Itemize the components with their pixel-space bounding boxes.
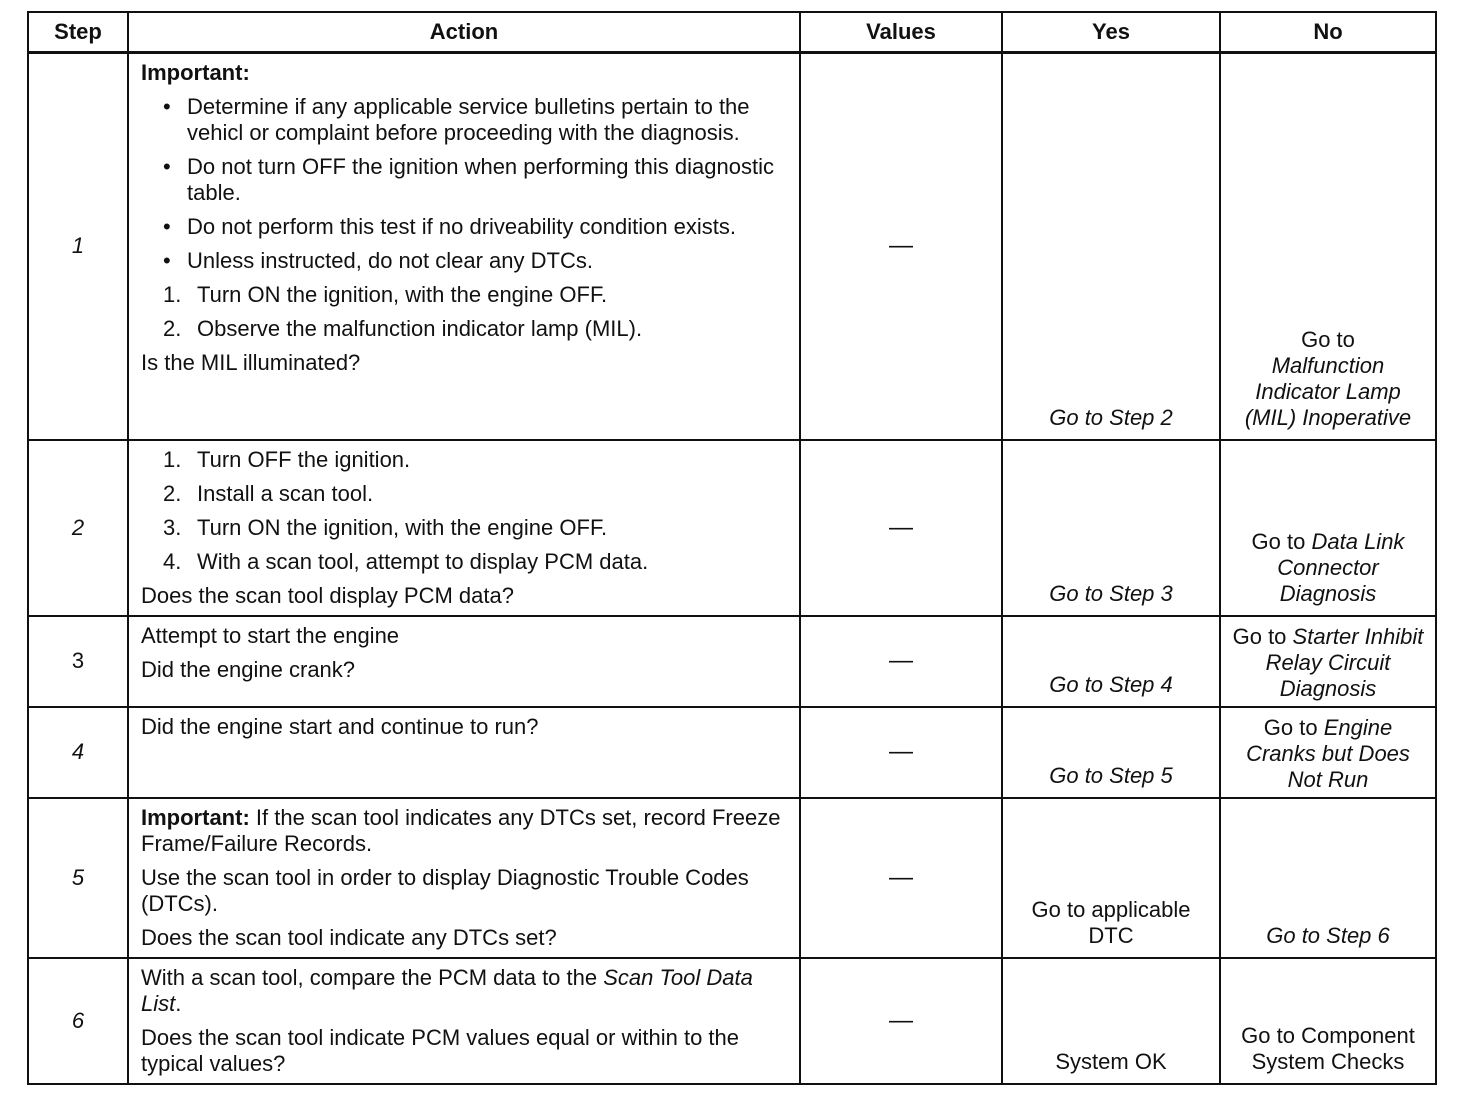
- bullet-icon: •: [163, 214, 171, 239]
- values-cell: —: [800, 440, 1002, 616]
- important-label: Important:: [141, 804, 250, 830]
- header-yes: Yes: [1002, 12, 1220, 53]
- values-cell: —: [800, 616, 1002, 707]
- item-text: With a scan tool, attempt to display PCM data.: [197, 548, 649, 574]
- item-number: 1.: [163, 282, 182, 307]
- no-prefix: Go to: [1263, 714, 1318, 740]
- no-link: Malfunction Indicator Lamp (MIL) Inoperative: [1244, 352, 1412, 430]
- action-text: [141, 965, 787, 1017]
- action-cell: [128, 958, 800, 1084]
- action-text-prefix: With a scan tool, compare the PCM data to the: [141, 964, 598, 990]
- important-note: [141, 805, 787, 857]
- bullet-item: [163, 94, 787, 146]
- item-number: 1.: [163, 446, 182, 472]
- table-row: [28, 707, 1436, 798]
- numbered-item: [163, 515, 787, 541]
- header-no: No: [1220, 12, 1436, 53]
- item-number: 3.: [163, 514, 182, 540]
- action-text: Use the scan tool in order to display Diagnostic Trouble Codes (DTCs).: [141, 864, 749, 916]
- numbered-item: [163, 316, 787, 342]
- bullet-icon: •: [163, 94, 171, 119]
- numbered-item: [163, 549, 787, 575]
- step-number: 4: [28, 707, 128, 798]
- bullet-icon: •: [163, 248, 171, 273]
- header-values: Values: [800, 12, 1002, 53]
- no-cell: [1220, 616, 1436, 707]
- numbered-item: [163, 447, 787, 473]
- action-cell: [128, 798, 800, 958]
- question-text: Does the scan tool indicate any DTCs set?: [141, 924, 557, 950]
- values-cell: —: [800, 958, 1002, 1084]
- action-text: Attempt to start the engine: [141, 622, 400, 648]
- diagnostic-table: [27, 11, 1437, 1085]
- table-row: [28, 616, 1436, 707]
- item-number: 4.: [163, 548, 182, 574]
- table-header: [28, 12, 1436, 53]
- item-number: 2.: [163, 480, 182, 506]
- question-text: Does the scan tool indicate PCM values equal or within to the typical values?: [141, 1024, 739, 1076]
- table-row: [28, 53, 1436, 440]
- step-number: 3: [28, 616, 128, 707]
- important-text: If the scan tool indicates any DTCs set, record Freeze Frame/Failure Records.: [141, 804, 781, 856]
- action-text-suffix: .: [175, 990, 182, 1016]
- header-step: Step: [28, 12, 128, 53]
- bullet-item: [163, 214, 787, 240]
- action-cell: [128, 440, 800, 616]
- action-cell: [128, 53, 800, 440]
- bullet-item: [163, 248, 787, 274]
- step-number: 6: [28, 958, 128, 1084]
- question-text: Does the scan tool display PCM data?: [141, 582, 514, 608]
- table-row: [28, 798, 1436, 958]
- no-link: Starter Inhibit Relay Circuit Diagnosis: [1265, 623, 1424, 701]
- bullet-item: [163, 154, 787, 206]
- yes-cell: Go to Step 4: [1002, 616, 1220, 707]
- bullet-text: Unless instructed, do not clear any DTCs.: [187, 248, 593, 273]
- question-text: Did the engine crank?: [141, 656, 356, 682]
- bullet-text: Do not perform this test if no driveability condition exists.: [187, 214, 737, 239]
- no-cell: Go to Component System Checks: [1220, 958, 1436, 1084]
- item-text: Install a scan tool.: [197, 480, 374, 506]
- item-text: Turn ON the ignition, with the engine OFF.: [197, 282, 608, 307]
- item-text: Turn OFF the ignition.: [197, 446, 411, 472]
- no-link: Engine Cranks but Does Not Run: [1246, 714, 1410, 792]
- numbered-item: [163, 282, 787, 308]
- numbered-item: [163, 481, 787, 507]
- step-number: 5: [28, 798, 128, 958]
- yes-cell: System OK: [1002, 958, 1220, 1084]
- bullet-text: Do not turn OFF the ignition when performing this diagnostic table.: [187, 154, 774, 205]
- no-prefix: Go to: [1301, 326, 1355, 352]
- yes-cell: Go to Step 2: [1002, 53, 1220, 440]
- important-label: Important:: [141, 60, 250, 85]
- item-text: Observe the malfunction indicator lamp (MIL).: [197, 316, 643, 341]
- item-text: Turn ON the ignition, with the engine OFF.: [197, 514, 608, 540]
- yes-cell: Go to Step 3: [1002, 440, 1220, 616]
- scan-tool-data-list-link: Scan Tool Data List: [141, 964, 753, 1016]
- bullet-icon: •: [163, 154, 171, 179]
- no-cell: [1220, 707, 1436, 798]
- question-text: Did the engine start and continue to run?: [141, 713, 539, 739]
- table-row: [28, 958, 1436, 1084]
- values-cell: —: [800, 53, 1002, 440]
- yes-cell: Go to applicable DTC: [1002, 798, 1220, 958]
- header-action: Action: [128, 12, 800, 53]
- step-number: 1: [28, 53, 128, 440]
- no-cell: [1220, 440, 1436, 616]
- item-number: 2.: [163, 316, 182, 341]
- action-cell: [128, 707, 800, 798]
- bullet-text: Determine if any applicable service bulletins pertain to the vehicl or complaint before proceeding with the diagnosis.: [187, 94, 750, 145]
- step-number: 2: [28, 440, 128, 616]
- no-cell: Go to Step 6: [1220, 798, 1436, 958]
- values-cell: —: [800, 707, 1002, 798]
- yes-cell: Go to Step 5: [1002, 707, 1220, 798]
- table-row: [28, 440, 1436, 616]
- no-link: Data Link Connector Diagnosis: [1277, 528, 1405, 606]
- no-prefix: Go to: [1232, 623, 1287, 649]
- action-cell: [128, 616, 800, 707]
- values-cell: —: [800, 798, 1002, 958]
- no-cell: [1220, 53, 1436, 440]
- question-text: Is the MIL illuminated?: [141, 350, 361, 375]
- no-prefix: Go to: [1251, 528, 1306, 554]
